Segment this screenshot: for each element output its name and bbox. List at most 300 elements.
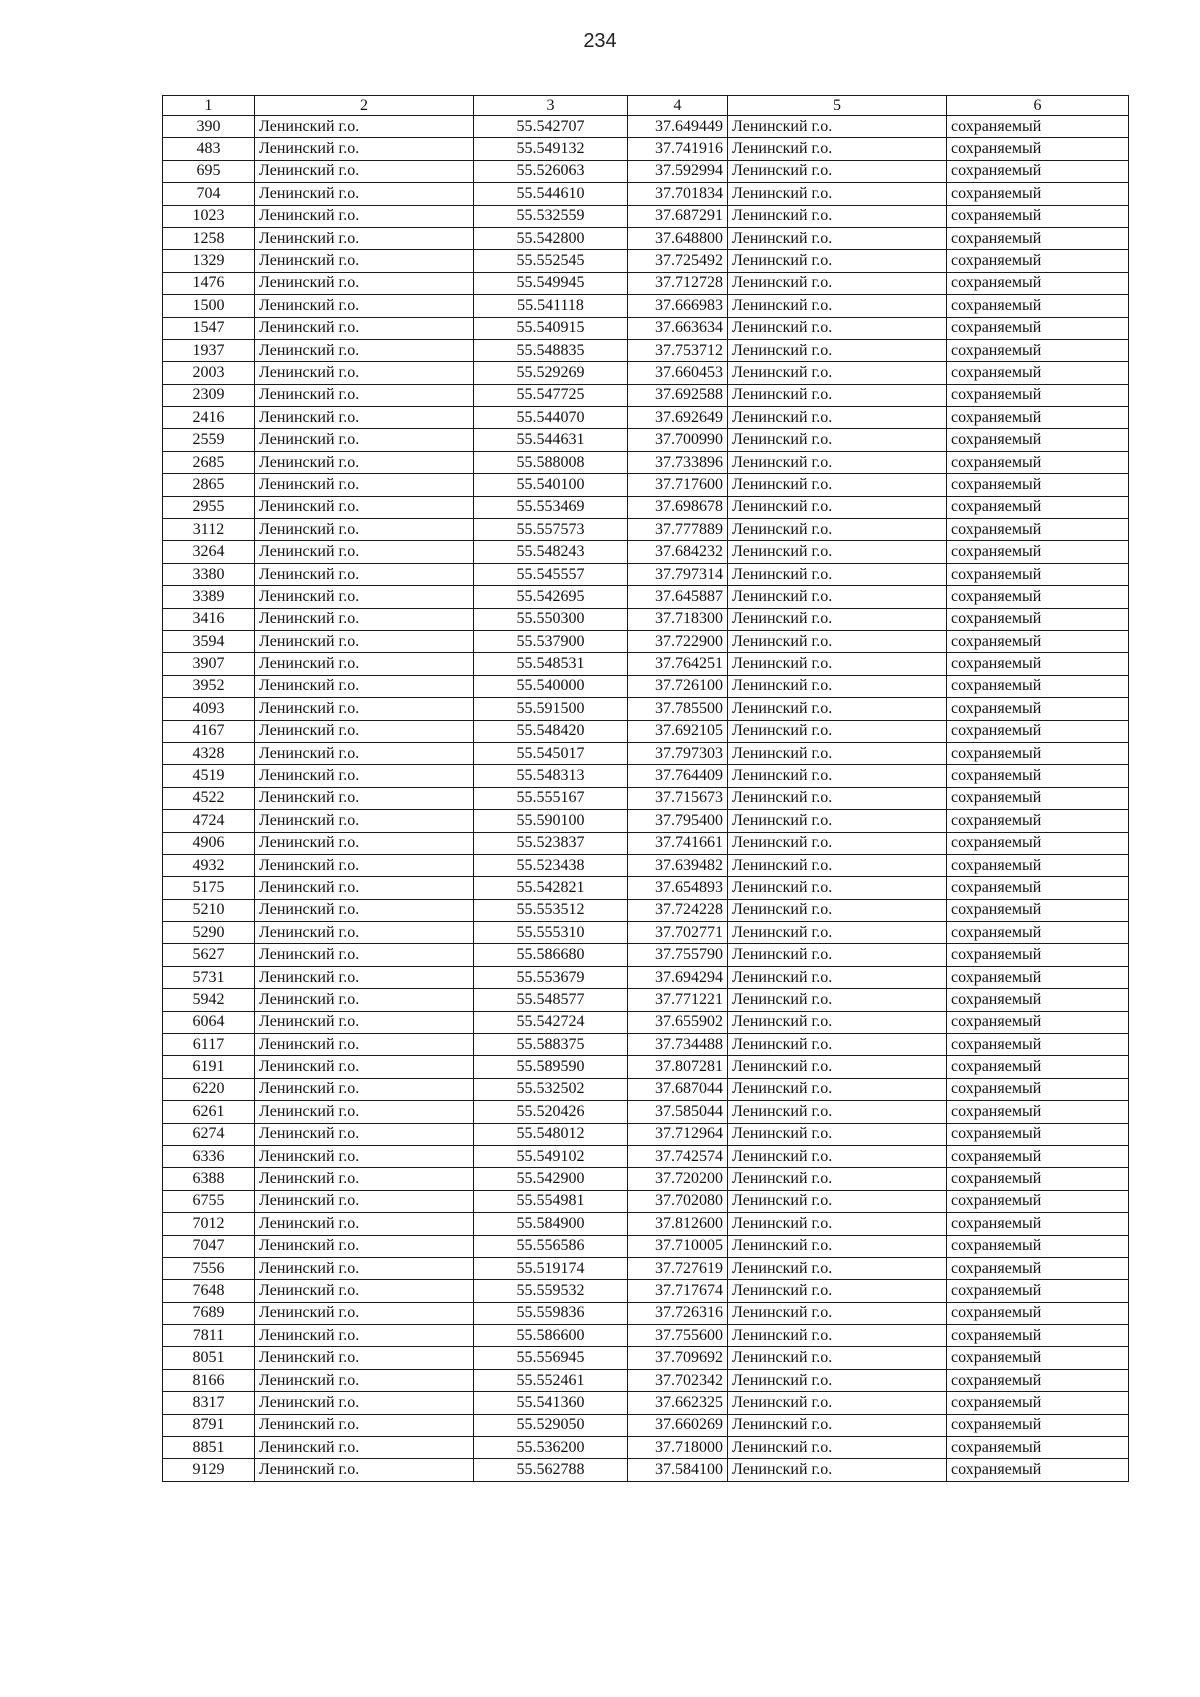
object-number-cell: 4522 (163, 787, 255, 809)
longitude-cell: 37.700990 (628, 429, 728, 451)
location-cell: Ленинский г.о. (728, 1145, 947, 1167)
status-cell: сохраняемый (947, 630, 1129, 652)
longitude-cell: 37.785500 (628, 698, 728, 720)
longitude-cell: 37.718000 (628, 1437, 728, 1459)
object-number-cell: 8166 (163, 1369, 255, 1391)
table-row (163, 295, 1129, 317)
status-cell: сохраняемый (947, 1078, 1129, 1100)
longitude-cell: 37.733896 (628, 451, 728, 473)
latitude-cell: 55.544070 (474, 407, 628, 429)
status-cell: сохраняемый (947, 720, 1129, 742)
latitude-cell: 55.549102 (474, 1145, 628, 1167)
longitude-cell: 37.720200 (628, 1168, 728, 1190)
table-row (163, 966, 1129, 988)
table-row (163, 1101, 1129, 1123)
status-cell: сохраняемый (947, 1056, 1129, 1078)
longitude-cell: 37.660453 (628, 362, 728, 384)
status-cell: сохраняемый (947, 1145, 1129, 1167)
municipality-cell: Ленинский г.о. (255, 698, 474, 720)
object-number-cell: 5175 (163, 877, 255, 899)
table-row (163, 1078, 1129, 1100)
latitude-cell: 55.591500 (474, 698, 628, 720)
latitude-cell: 55.590100 (474, 810, 628, 832)
latitude-cell: 55.541360 (474, 1392, 628, 1414)
location-cell: Ленинский г.о. (728, 519, 947, 541)
status-cell: сохраняемый (947, 586, 1129, 608)
municipality-cell: Ленинский г.о. (255, 810, 474, 832)
latitude-cell: 55.548012 (474, 1123, 628, 1145)
longitude-cell: 37.777889 (628, 519, 728, 541)
object-number-cell: 483 (163, 138, 255, 160)
table-row (163, 922, 1129, 944)
municipality-cell: Ленинский г.о. (255, 720, 474, 742)
location-cell: Ленинский г.о. (728, 1190, 947, 1212)
status-cell: сохраняемый (947, 451, 1129, 473)
table-row (163, 653, 1129, 675)
status-cell: сохраняемый (947, 1302, 1129, 1324)
location-cell: Ленинский г.о. (728, 272, 947, 294)
latitude-cell: 55.542821 (474, 877, 628, 899)
status-cell: сохраняемый (947, 1235, 1129, 1257)
longitude-cell: 37.654893 (628, 877, 728, 899)
latitude-cell: 55.562788 (474, 1459, 628, 1481)
status-cell: сохраняемый (947, 1392, 1129, 1414)
municipality-cell: Ленинский г.о. (255, 1123, 474, 1145)
longitude-cell: 37.741916 (628, 138, 728, 160)
location-cell: Ленинский г.о. (728, 541, 947, 563)
table-row (163, 1257, 1129, 1279)
table-row (163, 429, 1129, 451)
location-cell: Ленинский г.о. (728, 1257, 947, 1279)
object-number-cell: 3416 (163, 608, 255, 630)
table-row (163, 1369, 1129, 1391)
object-number-cell: 1476 (163, 272, 255, 294)
latitude-cell: 55.523837 (474, 832, 628, 854)
municipality-cell: Ленинский г.о. (255, 1392, 474, 1414)
table-row (163, 138, 1129, 160)
table-row (163, 1123, 1129, 1145)
table-row (163, 563, 1129, 585)
latitude-cell: 55.555167 (474, 787, 628, 809)
object-number-cell: 3907 (163, 653, 255, 675)
longitude-cell: 37.712728 (628, 272, 728, 294)
table-body (163, 116, 1129, 1482)
location-cell: Ленинский г.о. (728, 653, 947, 675)
column-header-6: 6 (947, 96, 1129, 116)
longitude-cell: 37.645887 (628, 586, 728, 608)
status-cell: сохраняемый (947, 1011, 1129, 1033)
latitude-cell: 55.519174 (474, 1257, 628, 1279)
municipality-cell: Ленинский г.о. (255, 1257, 474, 1279)
object-number-cell: 1937 (163, 339, 255, 361)
object-number-cell: 8851 (163, 1437, 255, 1459)
municipality-cell: Ленинский г.о. (255, 519, 474, 541)
location-cell: Ленинский г.о. (728, 1056, 947, 1078)
municipality-cell: Ленинский г.о. (255, 832, 474, 854)
location-cell: Ленинский г.о. (728, 474, 947, 496)
latitude-cell: 55.584900 (474, 1213, 628, 1235)
municipality-cell: Ленинский г.о. (255, 362, 474, 384)
longitude-cell: 37.727619 (628, 1257, 728, 1279)
object-number-cell: 7556 (163, 1257, 255, 1279)
municipality-cell: Ленинский г.о. (255, 295, 474, 317)
status-cell: сохраняемый (947, 922, 1129, 944)
municipality-cell: Ленинский г.о. (255, 1280, 474, 1302)
latitude-cell: 55.542800 (474, 227, 628, 249)
latitude-cell: 55.552461 (474, 1369, 628, 1391)
latitude-cell: 55.520426 (474, 1101, 628, 1123)
object-number-cell: 4093 (163, 698, 255, 720)
table-row (163, 608, 1129, 630)
location-cell: Ленинский г.о. (728, 787, 947, 809)
latitude-cell: 55.544631 (474, 429, 628, 451)
status-cell: сохраняемый (947, 541, 1129, 563)
municipality-cell: Ленинский г.о. (255, 1011, 474, 1033)
table-row (163, 854, 1129, 876)
status-cell: сохраняемый (947, 1369, 1129, 1391)
longitude-cell: 37.755790 (628, 944, 728, 966)
longitude-cell: 37.585044 (628, 1101, 728, 1123)
latitude-cell: 55.588008 (474, 451, 628, 473)
location-cell: Ленинский г.о. (728, 407, 947, 429)
latitude-cell: 55.559836 (474, 1302, 628, 1324)
location-cell: Ленинский г.о. (728, 832, 947, 854)
status-cell: сохраняемый (947, 966, 1129, 988)
longitude-cell: 37.734488 (628, 1034, 728, 1056)
municipality-cell: Ленинский г.о. (255, 339, 474, 361)
location-cell: Ленинский г.о. (728, 854, 947, 876)
page-number: 234 (583, 30, 617, 52)
status-cell: сохраняемый (947, 1459, 1129, 1481)
table-row (163, 989, 1129, 1011)
table-row (163, 810, 1129, 832)
object-number-cell: 6388 (163, 1168, 255, 1190)
location-cell: Ленинский г.о. (728, 1347, 947, 1369)
column-header-5: 5 (728, 96, 947, 116)
municipality-cell: Ленинский г.о. (255, 1056, 474, 1078)
latitude-cell: 55.532559 (474, 205, 628, 227)
municipality-cell: Ленинский г.о. (255, 1145, 474, 1167)
status-cell: сохраняемый (947, 854, 1129, 876)
latitude-cell: 55.548577 (474, 989, 628, 1011)
municipality-cell: Ленинский г.о. (255, 116, 474, 138)
location-cell: Ленинский г.о. (728, 675, 947, 697)
municipality-cell: Ленинский г.о. (255, 653, 474, 675)
object-number-cell: 2685 (163, 451, 255, 473)
location-cell: Ленинский г.о. (728, 899, 947, 921)
latitude-cell: 55.526063 (474, 160, 628, 182)
status-cell: сохраняемый (947, 675, 1129, 697)
location-cell: Ленинский г.о. (728, 429, 947, 451)
municipality-cell: Ленинский г.о. (255, 1168, 474, 1190)
status-cell: сохраняемый (947, 765, 1129, 787)
table-row (163, 384, 1129, 406)
location-cell: Ленинский г.о. (728, 250, 947, 272)
object-number-cell: 1547 (163, 317, 255, 339)
longitude-cell: 37.715673 (628, 787, 728, 809)
latitude-cell: 55.542900 (474, 1168, 628, 1190)
column-header-3: 3 (474, 96, 628, 116)
object-number-cell: 1258 (163, 227, 255, 249)
status-cell: сохраняемый (947, 1280, 1129, 1302)
object-number-cell: 7648 (163, 1280, 255, 1302)
object-number-cell: 5290 (163, 922, 255, 944)
location-cell: Ленинский г.о. (728, 742, 947, 764)
table-row (163, 742, 1129, 764)
longitude-cell: 37.684232 (628, 541, 728, 563)
status-cell: сохраняемый (947, 563, 1129, 585)
municipality-cell: Ленинский г.о. (255, 989, 474, 1011)
longitude-cell: 37.660269 (628, 1414, 728, 1436)
longitude-cell: 37.742574 (628, 1145, 728, 1167)
table-row (163, 496, 1129, 518)
object-number-cell: 695 (163, 160, 255, 182)
object-number-cell: 9129 (163, 1459, 255, 1481)
status-cell: сохраняемый (947, 1101, 1129, 1123)
location-cell: Ленинский г.о. (728, 989, 947, 1011)
municipality-cell: Ленинский г.о. (255, 765, 474, 787)
longitude-cell: 37.663634 (628, 317, 728, 339)
status-cell: сохраняемый (947, 1168, 1129, 1190)
table-row (163, 1437, 1129, 1459)
location-cell: Ленинский г.о. (728, 1034, 947, 1056)
table-row (163, 630, 1129, 652)
latitude-cell: 55.548313 (474, 765, 628, 787)
object-number-cell: 5942 (163, 989, 255, 1011)
table-row (163, 474, 1129, 496)
municipality-cell: Ленинский г.о. (255, 138, 474, 160)
longitude-cell: 37.722900 (628, 630, 728, 652)
table-row (163, 1011, 1129, 1033)
latitude-cell: 55.547725 (474, 384, 628, 406)
object-number-cell: 1329 (163, 250, 255, 272)
municipality-cell: Ленинский г.о. (255, 451, 474, 473)
longitude-cell: 37.717600 (628, 474, 728, 496)
location-cell: Ленинский г.о. (728, 362, 947, 384)
longitude-cell: 37.692105 (628, 720, 728, 742)
object-number-cell: 8317 (163, 1392, 255, 1414)
latitude-cell: 55.537900 (474, 630, 628, 652)
table-row (163, 787, 1129, 809)
location-cell: Ленинский г.о. (728, 1168, 947, 1190)
latitude-cell: 55.536200 (474, 1437, 628, 1459)
status-cell: сохраняемый (947, 317, 1129, 339)
status-cell: сохраняемый (947, 183, 1129, 205)
location-cell: Ленинский г.о. (728, 966, 947, 988)
status-cell: сохраняемый (947, 608, 1129, 630)
longitude-cell: 37.584100 (628, 1459, 728, 1481)
municipality-cell: Ленинский г.о. (255, 899, 474, 921)
latitude-cell: 55.549132 (474, 138, 628, 160)
location-cell: Ленинский г.о. (728, 586, 947, 608)
table-row (163, 160, 1129, 182)
longitude-cell: 37.701834 (628, 183, 728, 205)
longitude-cell: 37.795400 (628, 810, 728, 832)
status-cell: сохраняемый (947, 877, 1129, 899)
longitude-cell: 37.718300 (628, 608, 728, 630)
latitude-cell: 55.559532 (474, 1280, 628, 1302)
municipality-cell: Ленинский г.о. (255, 384, 474, 406)
location-cell: Ленинский г.о. (728, 1325, 947, 1347)
latitude-cell: 55.548420 (474, 720, 628, 742)
location-cell: Ленинский г.о. (728, 1414, 947, 1436)
longitude-cell: 37.687044 (628, 1078, 728, 1100)
location-cell: Ленинский г.о. (728, 1078, 947, 1100)
status-cell: сохраняемый (947, 698, 1129, 720)
status-cell: сохраняемый (947, 272, 1129, 294)
object-number-cell: 5627 (163, 944, 255, 966)
object-number-cell: 6220 (163, 1078, 255, 1100)
location-cell: Ленинский г.о. (728, 339, 947, 361)
object-number-cell: 7012 (163, 1213, 255, 1235)
latitude-cell: 55.548243 (474, 541, 628, 563)
location-cell: Ленинский г.о. (728, 496, 947, 518)
municipality-cell: Ленинский г.о. (255, 787, 474, 809)
object-number-cell: 6117 (163, 1034, 255, 1056)
status-cell: сохраняемый (947, 1325, 1129, 1347)
table-row (163, 675, 1129, 697)
latitude-cell: 55.589590 (474, 1056, 628, 1078)
table-row (163, 720, 1129, 742)
table-row (163, 451, 1129, 473)
municipality-cell: Ленинский г.о. (255, 944, 474, 966)
longitude-cell: 37.687291 (628, 205, 728, 227)
municipality-cell: Ленинский г.о. (255, 407, 474, 429)
table-row (163, 227, 1129, 249)
municipality-cell: Ленинский г.о. (255, 429, 474, 451)
table-row (163, 1056, 1129, 1078)
longitude-cell: 37.725492 (628, 250, 728, 272)
object-number-cell: 4932 (163, 854, 255, 876)
status-cell: сохраняемый (947, 429, 1129, 451)
object-number-cell: 7689 (163, 1302, 255, 1324)
latitude-cell: 55.544610 (474, 183, 628, 205)
table-row (163, 362, 1129, 384)
municipality-cell: Ленинский г.о. (255, 1213, 474, 1235)
location-cell: Ленинский г.о. (728, 877, 947, 899)
municipality-cell: Ленинский г.о. (255, 1347, 474, 1369)
location-cell: Ленинский г.о. (728, 1101, 947, 1123)
object-number-cell: 2865 (163, 474, 255, 496)
object-number-cell: 5731 (163, 966, 255, 988)
municipality-cell: Ленинский г.о. (255, 742, 474, 764)
status-cell: сохраняемый (947, 810, 1129, 832)
latitude-cell: 55.542695 (474, 586, 628, 608)
table-row (163, 586, 1129, 608)
object-number-cell: 3264 (163, 541, 255, 563)
object-number-cell: 6261 (163, 1101, 255, 1123)
location-cell: Ленинский г.о. (728, 116, 947, 138)
table-row (163, 272, 1129, 294)
latitude-cell: 55.586680 (474, 944, 628, 966)
status-cell: сохраняемый (947, 1257, 1129, 1279)
status-cell: сохраняемый (947, 138, 1129, 160)
registry-table (162, 95, 1129, 1482)
object-number-cell: 5210 (163, 899, 255, 921)
latitude-cell: 55.552545 (474, 250, 628, 272)
latitude-cell: 55.540100 (474, 474, 628, 496)
object-number-cell: 3389 (163, 586, 255, 608)
longitude-cell: 37.753712 (628, 339, 728, 361)
object-number-cell: 6755 (163, 1190, 255, 1212)
table-row (163, 899, 1129, 921)
table-row (163, 541, 1129, 563)
latitude-cell: 55.542724 (474, 1011, 628, 1033)
longitude-cell: 37.692649 (628, 407, 728, 429)
longitude-cell: 37.702342 (628, 1369, 728, 1391)
object-number-cell: 1023 (163, 205, 255, 227)
table-row (163, 1459, 1129, 1481)
object-number-cell: 4328 (163, 742, 255, 764)
location-cell: Ленинский г.о. (728, 317, 947, 339)
latitude-cell: 55.556586 (474, 1235, 628, 1257)
longitude-cell: 37.710005 (628, 1235, 728, 1257)
table-row (163, 1347, 1129, 1369)
municipality-cell: Ленинский г.о. (255, 1302, 474, 1324)
longitude-cell: 37.755600 (628, 1325, 728, 1347)
latitude-cell: 55.553469 (474, 496, 628, 518)
table-row (163, 1325, 1129, 1347)
latitude-cell: 55.545557 (474, 563, 628, 585)
municipality-cell: Ленинский г.о. (255, 160, 474, 182)
table-header (163, 96, 1129, 116)
municipality-cell: Ленинский г.о. (255, 183, 474, 205)
location-cell: Ленинский г.о. (728, 944, 947, 966)
longitude-cell: 37.649449 (628, 116, 728, 138)
column-header-1: 1 (163, 96, 255, 116)
municipality-cell: Ленинский г.о. (255, 877, 474, 899)
municipality-cell: Ленинский г.о. (255, 675, 474, 697)
latitude-cell: 55.542707 (474, 116, 628, 138)
object-number-cell: 3112 (163, 519, 255, 541)
latitude-cell: 55.548835 (474, 339, 628, 361)
table-row (163, 832, 1129, 854)
table-row (163, 1145, 1129, 1167)
municipality-cell: Ленинский г.о. (255, 1459, 474, 1481)
table-row (163, 944, 1129, 966)
status-cell: сохраняемый (947, 1347, 1129, 1369)
location-cell: Ленинский г.о. (728, 1213, 947, 1235)
table-row (163, 407, 1129, 429)
latitude-cell: 55.550300 (474, 608, 628, 630)
table-row (163, 205, 1129, 227)
longitude-cell: 37.655902 (628, 1011, 728, 1033)
object-number-cell: 2416 (163, 407, 255, 429)
latitude-cell: 55.553512 (474, 899, 628, 921)
municipality-cell: Ленинский г.о. (255, 1437, 474, 1459)
longitude-cell: 37.662325 (628, 1392, 728, 1414)
status-cell: сохраняемый (947, 989, 1129, 1011)
location-cell: Ленинский г.о. (728, 1011, 947, 1033)
column-header-4: 4 (628, 96, 728, 116)
object-number-cell: 390 (163, 116, 255, 138)
longitude-cell: 37.717674 (628, 1280, 728, 1302)
municipality-cell: Ленинский г.о. (255, 205, 474, 227)
location-cell: Ленинский г.о. (728, 138, 947, 160)
municipality-cell: Ленинский г.о. (255, 608, 474, 630)
status-cell: сохраняемый (947, 496, 1129, 518)
status-cell: сохраняемый (947, 787, 1129, 809)
longitude-cell: 37.709692 (628, 1347, 728, 1369)
latitude-cell: 55.541118 (474, 295, 628, 317)
longitude-cell: 37.764251 (628, 653, 728, 675)
status-cell: сохраняемый (947, 1034, 1129, 1056)
municipality-cell: Ленинский г.о. (255, 1369, 474, 1391)
object-number-cell: 2003 (163, 362, 255, 384)
table-row (163, 250, 1129, 272)
municipality-cell: Ленинский г.о. (255, 1414, 474, 1436)
location-cell: Ленинский г.о. (728, 1302, 947, 1324)
